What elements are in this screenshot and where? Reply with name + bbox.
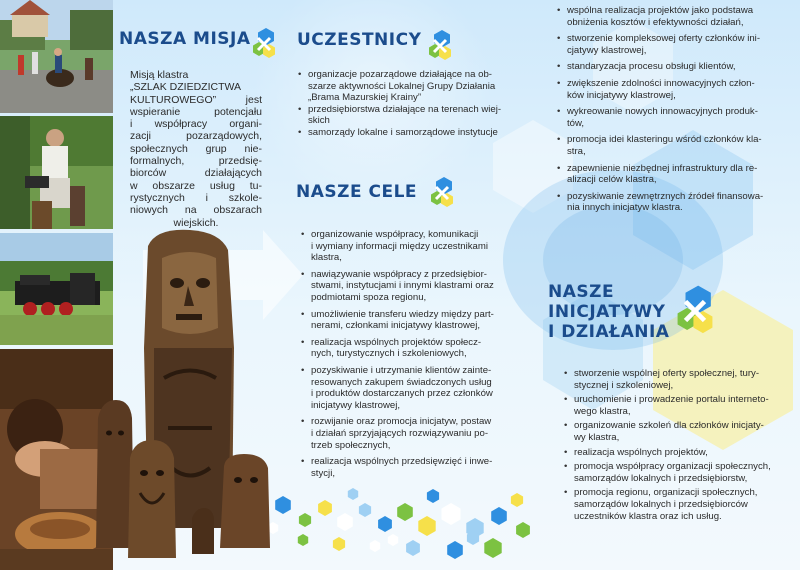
list-item: • organizowanie współpracy, komunikacji i wymiany informacji między uczestnikami klastra, [301, 229, 507, 264]
list-item: • zapewnienie niezbędnej infrastruktury dla re- alizacji celów klastra, [557, 163, 777, 186]
goals-continued-list [557, 5, 777, 219]
decorative-hexagon [491, 507, 507, 525]
decorative-hexagon [484, 538, 501, 558]
list-item: • standaryzacja procesu obsługi klientów, [557, 61, 777, 73]
decorative-hexagon [378, 516, 392, 532]
cluster-logo-icon [428, 30, 452, 62]
blacksmith-photo [0, 116, 113, 229]
list-item: • uruchomienie i prowadzenie portalu interneto- wego klastra, [564, 394, 776, 417]
decorative-hexagon [299, 513, 311, 527]
list-item: • nawiązywanie współpracy z przedsiębior- stwami, instytucjami i innymi klastrami oraz podmiotami spoza regionu, [301, 269, 507, 304]
participants-title: UCZESTNICY [297, 30, 422, 50]
decorative-hexagon [406, 540, 420, 556]
mission-line: społecznych grup nie- [130, 142, 262, 155]
mission-line: rystycznych i szkole- [130, 191, 262, 204]
mission-line: wspieranie potencjału [130, 105, 262, 118]
list-item: • rozwijanie oraz promocja inicjatyw, postaw i działań sprzyjających rozwiązywaniu po- trzeb społecznych, [301, 416, 507, 451]
decorative-hexagon [298, 534, 308, 546]
mission-title: NASZA MISJA [119, 29, 251, 49]
cluster-logo-icon [676, 284, 714, 338]
decorative-hexagon [397, 503, 413, 521]
decorative-hexagon [337, 513, 353, 531]
decorative-hexagon [348, 488, 358, 500]
list-item: • samorządy lokalne i samorządowe instytucje [298, 127, 514, 139]
list-item: • organizacje pozarządowe działające na ob- szarze aktywności Lokalnej Grupy Działania „Brama Mazurskiej Krainy” [298, 69, 514, 104]
mission-line: niowych na obszarach [130, 204, 262, 217]
decorative-hexagon [318, 500, 332, 516]
initiatives-title-line: NASZE [548, 282, 615, 302]
list-item: • pozyskiwanie i utrzymanie klientów zainte- resowanych zakupem świadczonych usług i produktów dostarczanych przez członków inicjatywy klastrowej, [301, 365, 507, 411]
decorative-hexagon [388, 534, 398, 546]
list-item: • realizacja wspólnych przedsięwzięć i inwe- stycji, [301, 456, 507, 479]
list-item: • stworzenie wspólnej oferty społecznej, tury- stycznej i szkoleniowej, [564, 368, 776, 391]
decorative-hexagon [442, 503, 461, 525]
list-item: • stworzenie kompleksowej oferty członków ini- cjatywy klastrowej, [557, 33, 777, 56]
decorative-hexagon [447, 541, 463, 559]
mission-line: wiejskich. [173, 216, 219, 229]
list-item: • promocja współpracy organizacji społecznych, samorządów lokalnych i przedsiębiorstw, [564, 461, 776, 484]
mission-line: w obszarze usług tu- [130, 179, 262, 192]
list-item: • promocja idei klasteringu wśród członków kla- stra, [557, 134, 777, 157]
decorative-hexagon [516, 522, 530, 538]
decorative-hexagon [418, 516, 435, 536]
decorative-hexagon [370, 540, 380, 552]
list-item: • pozyskiwanie zewnętrznych źródeł finansowa- nia innych inicjatyw klastra. [557, 191, 777, 214]
mission-line: „SZLAK DZIEDZICTWA [130, 81, 242, 94]
decorative-hexagon [359, 503, 371, 517]
wooden-sculptures-image [92, 228, 280, 570]
decorative-hexagon [333, 537, 345, 551]
decorative-hexagon [427, 489, 439, 503]
mission-line: zacji pozarządowych, [130, 130, 262, 143]
list-item: • umożliwienie transferu wiedzy między part- nerami, członkami inicjatywy klastrowej, [301, 309, 507, 332]
list-item: • promocja regionu, organizacji społecznych, samorządów lokalnych i przedsiębiorców uczestników klastra oraz ich usług. [564, 487, 776, 522]
initiatives-title-line: INICJATYWY [548, 302, 666, 322]
mission-text [130, 69, 262, 229]
horse-riders-photo [0, 0, 113, 113]
mission-line: Misją klastra [130, 69, 189, 81]
list-item: • wykreowanie nowych innowacyjnych produk- tów, [557, 106, 777, 129]
decorative-hexagon [511, 493, 523, 507]
initiatives-list [564, 368, 776, 522]
participants-list [298, 69, 514, 139]
initiatives-title [548, 282, 669, 342]
cluster-logo-icon [430, 177, 454, 209]
list-item: • organizowanie szkoleń dla członków inicjaty- wy klastra, [564, 420, 776, 443]
list-item: • realizacja wspólnych projektów społecz- nych, turystycznych i szkoleniowych, [301, 337, 507, 360]
initiatives-title-line: I DZIAŁANIA [548, 322, 670, 342]
list-item: • wspólna realizacja projektów jako podstawa obniżenia kosztów i efektywności działań, [557, 5, 777, 28]
list-item: • zwiększenie zdolności innowacyjnych człon- ków inicjatywy klastrowej, [557, 78, 777, 101]
list-item: • przedsiębiorstwa działające na terenach wiej- skich [298, 104, 514, 127]
mission-line: formalnych, przedsię- [130, 155, 262, 168]
list-item: • realizacja wspólnych projektów, [564, 447, 776, 459]
mission-line: KULTUROWEGO” jest [130, 93, 262, 106]
cluster-logo-icon [252, 28, 276, 60]
mission-line: biorców działających [130, 167, 262, 180]
mission-line: i współpracy organi- [130, 118, 262, 131]
goals-list [301, 229, 507, 484]
goals-title: NASZE CELE [296, 182, 418, 202]
